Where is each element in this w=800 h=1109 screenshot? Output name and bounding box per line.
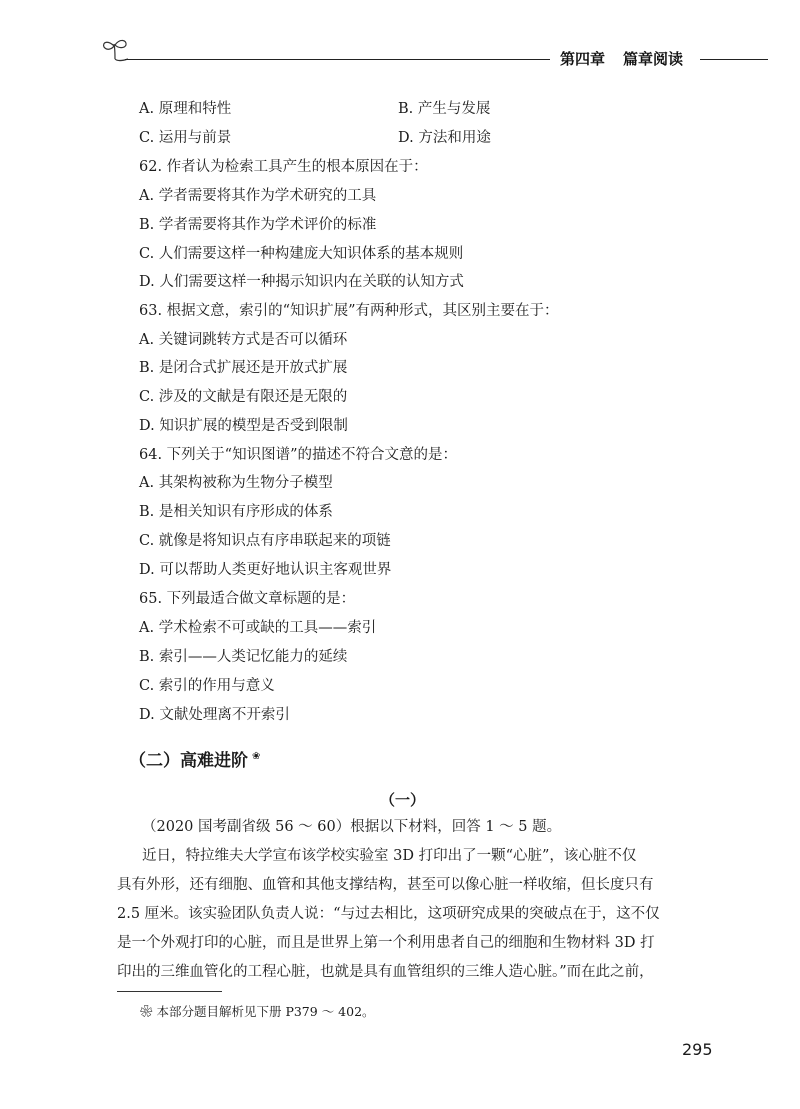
option-61c: C. 运用与前景 (139, 130, 232, 146)
option-65d: D. 文献处理离不开索引 (139, 707, 290, 723)
running-header (0, 0, 800, 80)
option-65a: A. 学术检索不可或缺的工具——索引 (139, 620, 377, 636)
question-stem-65: 65. 下列最适合做文章标题的是： (139, 591, 356, 607)
question-stem-63: 63. 根据文意，索引的“知识扩展”有两种形式，其区别主要在于： (139, 303, 559, 319)
footnote-divider (117, 991, 222, 992)
header-rule-right (700, 59, 768, 60)
page-number: 295 (682, 1040, 713, 1059)
flower-mark-icon: ❀ (252, 751, 261, 763)
paragraph-line-1: 近日，特拉维夫大学宣布该学校实验室 3D 打印出了一颗“心脏”，该心脏不仅 (142, 848, 637, 864)
section-heading (129, 746, 260, 771)
intro-line: （2020 国考副省级 56 ～ 60）根据以下材料，回答 1 ～ 5 题。 (142, 819, 562, 835)
option-62b: B. 学者需要将其作为学术评价的标准 (139, 217, 377, 233)
paragraph-line-3: 2.5 厘米。该实验团队负责人说：“与过去相比，这项研究成果的突破点在于，这不仅 (117, 906, 660, 922)
chapter-title (560, 48, 683, 69)
option-64d: D. 可以帮助人类更好地认识主客观世界 (139, 562, 392, 578)
option-63c: C. 涉及的文献是有限还是无限的 (139, 389, 348, 405)
option-62c: C. 人们需要这样一种构建庞大知识体系的基本规则 (139, 246, 464, 262)
paragraph-line-4: 是一个外观打印的心脏，而且是世界上第一个利用患者自己的细胞和生物材料 3D 打 (117, 935, 655, 951)
option-63d: D. 知识扩展的模型是否受到限制 (139, 418, 348, 434)
option-61b: B. 产生与发展 (398, 101, 491, 117)
section-label: 篇章阅读 (623, 50, 684, 68)
option-65b: B. 索引——人类记忆能力的延续 (139, 649, 348, 665)
footnote: ❀ 本部分题目解析见下册 P379 ～ 402。 (140, 1004, 375, 1019)
option-62a: A. 学者需要将其作为学术研究的工具 (139, 188, 377, 204)
option-64b: B. 是相关知识有序形成的体系 (139, 504, 333, 520)
option-63a: A. 关键词跳转方式是否可以循环 (139, 332, 348, 348)
section-heading-text: （二）高难进阶 (129, 751, 248, 771)
question-stem-64: 64. 下列关于“知识图谱”的描述不符合文意的是： (139, 447, 457, 463)
paragraph-line-5: 印出的三维血管化的工程心脏，也就是具有血管组织的三维人造心脏。”而在此之前， (117, 964, 654, 980)
chapter-label: 第四章 (560, 50, 606, 68)
option-63b: B. 是闭合式扩展还是开放式扩展 (139, 360, 348, 376)
subsection-number: （一） (380, 791, 426, 809)
option-64c: C. 就像是将知识点有序串联起来的项链 (139, 533, 391, 549)
paragraph-line-2: 具有外形，还有细胞、血管和其他支撑结构，甚至可以像心脏一样收缩，但长度只有 (117, 877, 654, 893)
option-64a: A. 其架构被称为生物分子模型 (139, 475, 333, 491)
option-65c: C. 索引的作用与意义 (139, 678, 275, 694)
option-61d: D. 方法和用途 (398, 130, 491, 146)
option-61a: A. 原理和特性 (139, 101, 232, 117)
header-rule-left (125, 59, 550, 60)
question-stem-62: 62. 作者认为检索工具产生的根本原因在于： (139, 159, 428, 175)
option-62d: D. 人们需要这样一种揭示知识内在关联的认知方式 (139, 274, 464, 290)
